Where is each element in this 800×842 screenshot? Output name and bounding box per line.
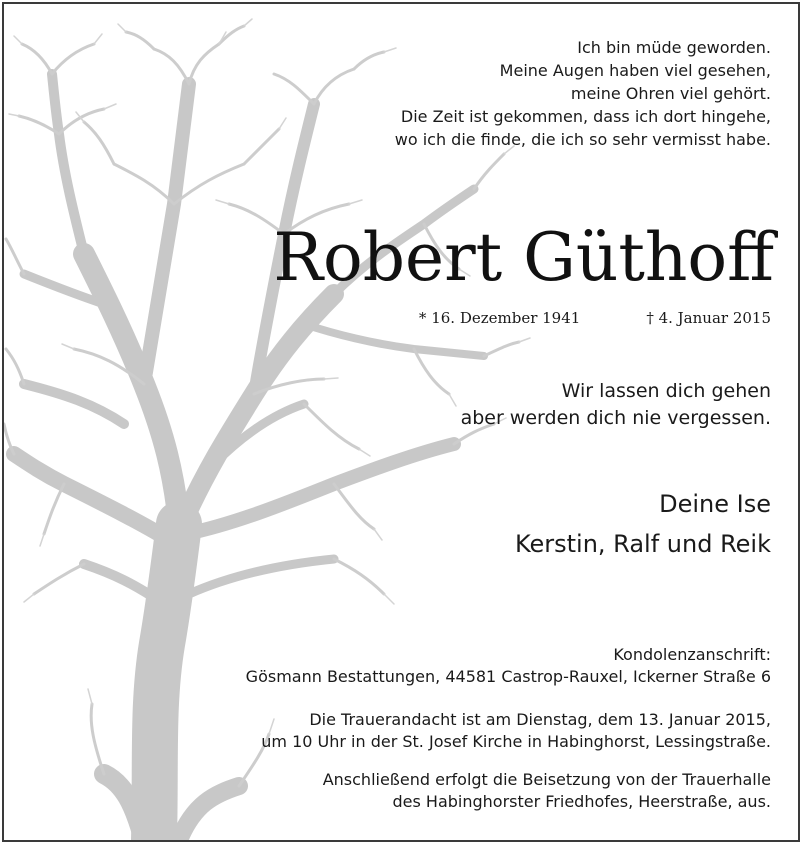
mourners bbox=[515, 484, 771, 564]
poem-line: Ich bin müde geworden. bbox=[577, 38, 771, 57]
condolence-address bbox=[246, 644, 771, 688]
death-date: † 4. Januar 2015 bbox=[646, 309, 771, 327]
poem-line: wo ich die finde, die ich so sehr vermisst habe. bbox=[394, 130, 771, 149]
condolence-line: Kondolenzanschrift: bbox=[613, 645, 771, 664]
deceased-name: Robert Güthoff bbox=[273, 219, 774, 296]
poem-verse bbox=[395, 36, 771, 151]
birth-date: * 16. Dezember 1941 bbox=[418, 309, 581, 327]
motto-line: Wir lassen dich gehen bbox=[561, 380, 771, 402]
burial-line: des Habinghorster Friedhofes, Heerstraße, aus. bbox=[392, 792, 771, 811]
life-dates bbox=[419, 309, 771, 327]
poem-line: Meine Augen haben viel gesehen, bbox=[499, 61, 771, 80]
poem-line: Die Zeit ist gekommen, dass ich dort hingehe, bbox=[400, 107, 771, 126]
service-info bbox=[261, 709, 771, 753]
condolence-line: Gösmann Bestattungen, 44581 Castrop-Rauxel, Ickerner Straße 6 bbox=[245, 667, 771, 686]
obituary-card bbox=[2, 2, 800, 842]
farewell-motto bbox=[461, 378, 771, 432]
mourner-line: Deine Ise bbox=[659, 490, 771, 518]
service-line: um 10 Uhr in der St. Josef Kirche in Habinghorst, Lessingstraße. bbox=[261, 732, 771, 751]
service-line: Die Trauerandacht ist am Dienstag, dem 13. Januar 2015, bbox=[309, 710, 771, 729]
burial-line: Anschließend erfolgt die Beisetzung von der Trauerhalle bbox=[322, 770, 771, 789]
mourner-line: Kerstin, Ralf und Reik bbox=[514, 530, 771, 558]
burial-info bbox=[323, 769, 771, 813]
motto-line: aber werden dich nie vergessen. bbox=[460, 407, 771, 429]
poem-line: meine Ohren viel gehört. bbox=[570, 84, 771, 103]
